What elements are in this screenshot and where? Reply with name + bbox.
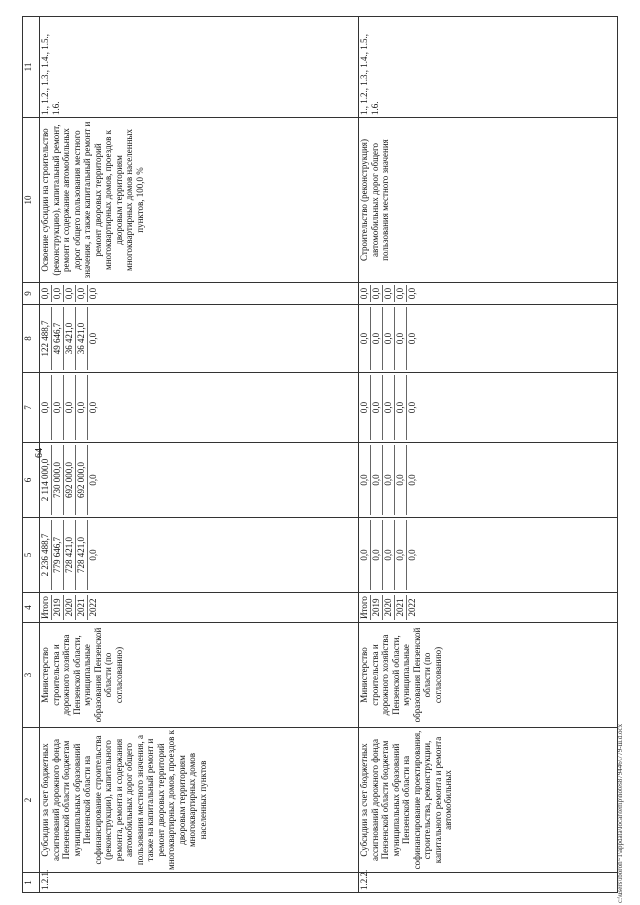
amount: 0,0 (359, 520, 371, 590)
year: Итого (40, 596, 50, 619)
amount: 0,0 (64, 375, 76, 440)
amount: 0,0 (371, 307, 383, 370)
amount: 0,0 (407, 549, 417, 561)
amount: 0,0 (88, 549, 98, 561)
amount: 36 421,0 (64, 307, 76, 370)
total-amount-cell (40, 518, 359, 593)
amount: 779 646,7 (52, 520, 64, 590)
table-row (359, 17, 618, 893)
local-budget-cell (40, 305, 359, 373)
other-sources-cell (359, 283, 618, 305)
amount: 0,0 (359, 307, 371, 370)
header-row (23, 17, 40, 893)
year: 2020 (64, 595, 76, 620)
header-cell: 2 (23, 728, 40, 873)
header-cell: 4 (23, 593, 40, 623)
regional-budget-cell (40, 443, 359, 518)
year: 2022 (88, 598, 98, 617)
amount: 49 646,7 (52, 307, 64, 370)
amount: 0,0 (395, 520, 407, 590)
file-path: c:\users\iboroh~1\appdata\local\temp\notes879446\779-ш.d.ocx (616, 723, 624, 903)
amount: 0,0 (383, 520, 395, 590)
amount: 0,0 (88, 287, 98, 300)
amount: 0,0 (395, 307, 407, 370)
executor: Министерство строительства и дорожного хозяйства Пензенской области, муниципальные образования Пензенской области (по согласованию) (40, 623, 359, 728)
header-cell: 6 (23, 443, 40, 518)
expected-result: Строительство (реконструкция) автомобильных дорог общего пользования местного значения (359, 118, 618, 283)
program-table (22, 16, 618, 893)
amount: 0,0 (88, 332, 98, 345)
indicator-links: 1., 1.2., 1.3., 1.4., 1.5., 1.6. (40, 17, 359, 118)
amount: 0,0 (359, 375, 371, 440)
year: Итого (359, 596, 369, 619)
executor: Министерство строительства и дорожного хозяйства Пензенской области, муниципальные образования Пензенской области (по согласованию) (359, 623, 618, 728)
header-cell: 11 (23, 17, 40, 118)
amount: 0,0 (371, 375, 383, 440)
amount: 728 421,0 (64, 520, 76, 590)
amount: 730 000,0 (52, 445, 64, 515)
indicator-links: 1., 1.2., 1.3., 1.4., 1.5., 1.6. (359, 17, 618, 118)
federal-budget-cell (40, 373, 359, 443)
amount: 0,0 (395, 285, 407, 302)
header-cell: 9 (23, 283, 40, 305)
measure-description: Субсидии за счет бюджетных ассигнований дорожного фонда Пензенской области бюджетам муниципальных образований Пензенской области на софинансирование проектирования, строительства, реконструкции, капитального ремонта и ремонта автомобильных (359, 728, 618, 873)
amount: 0,0 (383, 307, 395, 370)
row-number: 1.2.2. (359, 873, 618, 893)
header-cell: 7 (23, 373, 40, 443)
local-budget-cell (359, 305, 618, 373)
amount: 728 421,0 (76, 520, 88, 590)
amount: 0,0 (359, 445, 371, 515)
year: 2020 (383, 595, 395, 620)
expected-result: Освоение субсидии на строительство (реконструкцию), капитальный ремонт, ремонт и содержание автомобильных дорог общего пользования местного значения, а также капитальный ремонт и ремонт дворовых территорий многоквартирных домов, проездов к дворовым территориям многоквартирных домов населенных пунктов, 100,0 % (40, 118, 359, 283)
amount: 0,0 (52, 285, 64, 302)
amount: 692 000,0 (76, 445, 88, 515)
year: 2019 (371, 595, 383, 620)
amount: 0,0 (395, 445, 407, 515)
amount: 0,0 (407, 401, 417, 414)
amount: 0,0 (88, 401, 98, 414)
table-row (40, 17, 359, 893)
regional-budget-cell (359, 443, 618, 518)
year: 2021 (76, 595, 88, 620)
federal-budget-cell (359, 373, 618, 443)
measure-description: Субсидии за счет бюджетных ассигнований дорожного фонда Пензенской области бюджетам муниципальных образований Пензенской области на софинансирование строительства (реконструкции), капитального ремонта, ремонта и содержания автомобильных дорог общего пользования местного значения, а также на капитальный ремонт и ремонт дворовых территорий многоквартирных домов, проездов к дворовым территориям многоквартирных домов населенных пунктов (40, 728, 359, 873)
amount: 122 488,7 (40, 307, 52, 370)
amount: 0,0 (407, 287, 417, 300)
amount: 0,0 (76, 375, 88, 440)
other-sources-cell (40, 283, 359, 305)
amount: 0,0 (52, 375, 64, 440)
amount: 0,0 (88, 474, 98, 486)
amount: 0,0 (383, 445, 395, 515)
year: 2022 (407, 598, 417, 617)
amount: 0,0 (76, 285, 88, 302)
amount: 0,0 (395, 375, 407, 440)
amount: 0,0 (40, 375, 52, 440)
year: 2019 (52, 595, 64, 620)
amount: 0,0 (359, 285, 371, 302)
page-number: 64 (34, 448, 45, 458)
header-cell: 10 (23, 118, 40, 283)
row-number: 1.2.1. (40, 873, 359, 893)
amount: 692 000,0 (64, 445, 76, 515)
amount: 0,0 (371, 520, 383, 590)
amount: 0,0 (407, 332, 417, 345)
header-cell: 8 (23, 305, 40, 373)
amount: 0,0 (407, 474, 417, 486)
amount: 0,0 (371, 445, 383, 515)
header-cell: 5 (23, 518, 40, 593)
years-cell (359, 593, 618, 623)
amount: 36 421,0 (76, 307, 88, 370)
header-cell: 3 (23, 623, 40, 728)
amount: 2 114 000,0 (40, 445, 52, 515)
amount: 0,0 (383, 285, 395, 302)
amount: 0,0 (64, 285, 76, 302)
amount: 0,0 (40, 285, 52, 302)
amount: 0,0 (371, 285, 383, 302)
years-cell (40, 593, 359, 623)
amount: 0,0 (383, 375, 395, 440)
amount: 2 236 488,7 (40, 520, 52, 590)
year: 2021 (395, 595, 407, 620)
header-cell: 1 (23, 873, 40, 893)
total-amount-cell (359, 518, 618, 593)
